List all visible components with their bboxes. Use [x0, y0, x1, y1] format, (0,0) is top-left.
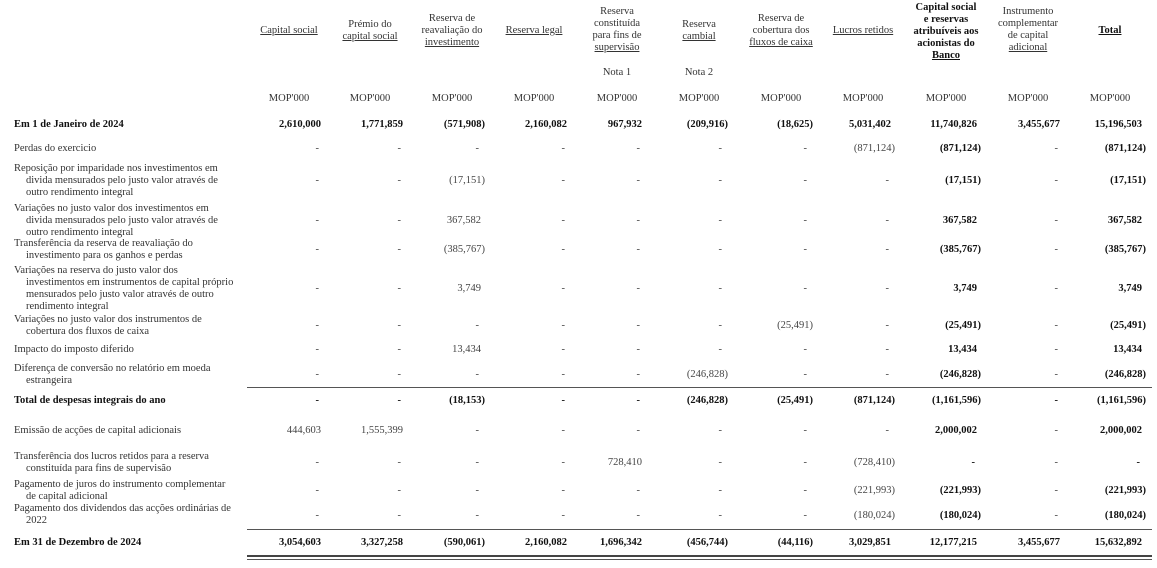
table-cell: - [885, 425, 889, 436]
table-cell: (17,151) [449, 175, 485, 186]
table-cell: (246,828) [686, 395, 728, 406]
row-label-line: estrangeira [26, 375, 73, 386]
table-cell: - [475, 485, 479, 496]
table-cell: (18,625) [777, 119, 813, 130]
table-cell: - [397, 369, 401, 380]
column-unit: MOP'000 [431, 93, 473, 104]
column-header-line: Banco [931, 50, 960, 61]
table-cell: - [315, 369, 319, 380]
table-cell: - [397, 510, 401, 521]
row-label-line: divida mensurados pelo justo valor através de [26, 175, 218, 186]
table-cell: - [885, 244, 889, 255]
column-header-line: Reserva [600, 6, 634, 17]
table-cell: - [803, 425, 807, 436]
table-cell: - [803, 244, 807, 255]
table-cell: - [1054, 244, 1058, 255]
row-label [14, 363, 254, 387]
row-label-line: investimentos em instrumentos de capital próprio [26, 277, 234, 288]
column-header-line: constituída [593, 18, 641, 29]
table-cell: (18,153) [449, 395, 485, 406]
row-label-line: divida mensurados pelo justo valor através de [26, 215, 218, 226]
row-label-line: Variações no justo valor dos investimentos em [14, 203, 209, 214]
table-cell: 15,632,892 [1094, 537, 1142, 548]
table-cell: 3,327,258 [361, 537, 403, 548]
column-header-line: Capital social [260, 25, 318, 36]
row-label-line: cobertura dos fluxos de caixa [26, 326, 150, 337]
total-double-rule-1 [247, 555, 1152, 557]
table-cell: 13,434 [1113, 344, 1142, 355]
row-label [14, 143, 254, 155]
row-label-line: 2022 [26, 515, 47, 526]
subtotal-rule [247, 387, 1152, 388]
table-cell: - [315, 320, 319, 331]
table-cell: 3,455,677 [1018, 537, 1060, 548]
table-cell: (385,767) [939, 244, 981, 255]
table-cell: (221,993) [939, 485, 981, 496]
table-cell: - [885, 320, 889, 331]
table-cell: - [636, 510, 640, 521]
column-header-line: Reserva [682, 19, 716, 30]
column-unit: MOP'000 [678, 93, 720, 104]
table-cell: - [1054, 283, 1058, 294]
table-cell: - [636, 175, 640, 186]
table-cell: - [718, 283, 722, 294]
column-header-line: capital social [342, 31, 398, 42]
table-cell: - [1054, 485, 1058, 496]
table-cell: (180,024) [853, 510, 895, 521]
table-cell: (385,767) [443, 244, 485, 255]
column-unit: MOP'000 [596, 93, 638, 104]
table-cell: (385,767) [1104, 244, 1146, 255]
table-cell: - [803, 344, 807, 355]
table-cell: (871,124) [1104, 143, 1146, 154]
row-label-line: Total de despesas integrais do ano [14, 395, 166, 406]
table-cell: 1,771,859 [361, 119, 403, 130]
table-cell: 967,932 [607, 119, 642, 130]
table-cell: - [718, 320, 722, 331]
row-label [14, 344, 254, 356]
table-cell: - [397, 457, 401, 468]
table-cell: 1,696,342 [600, 537, 642, 548]
table-cell: 13,434 [452, 344, 481, 355]
table-cell: (246,828) [1104, 369, 1146, 380]
column-header-c11 [1062, 25, 1157, 37]
table-cell: - [475, 143, 479, 154]
column-header-line: Prémio do [348, 19, 392, 30]
table-cell: - [561, 143, 565, 154]
table-cell: - [636, 485, 640, 496]
table-cell: - [561, 320, 565, 331]
column-header-line: supervisão [594, 42, 640, 53]
row-label [14, 119, 254, 131]
table-cell: - [1054, 344, 1058, 355]
row-label-line: outro rendimento integral [26, 187, 134, 198]
column-header-line: para fins de [592, 30, 642, 41]
row-label-line: Transferência da reserva de reavaliação do [14, 238, 193, 249]
table-cell: - [315, 395, 319, 406]
column-header-line: e reservas [923, 14, 969, 25]
column-note: Nota 1 [602, 67, 632, 78]
table-cell: - [397, 244, 401, 255]
table-cell: - [885, 215, 889, 226]
row-label-line: investimento para os ganhos e perdas [26, 250, 183, 261]
table-cell: - [315, 215, 319, 226]
table-cell: - [718, 485, 722, 496]
table-cell: 444,603 [286, 425, 321, 436]
row-label-line: Diferença de conversão no relatório em moeda [14, 363, 211, 374]
row-label-line: Emissão de acções de capital adicionais [14, 425, 182, 436]
table-cell: - [718, 344, 722, 355]
table-cell: - [636, 244, 640, 255]
table-cell: 11,740,826 [930, 119, 977, 130]
column-header-line: Total [1098, 25, 1122, 36]
table-cell: - [1054, 369, 1058, 380]
row-label [14, 203, 254, 239]
table-cell: - [885, 344, 889, 355]
table-cell: - [885, 283, 889, 294]
table-cell: (25,491) [777, 395, 813, 406]
row-label-line: mensurados pelo justo valor através de outro [26, 289, 214, 300]
table-cell: 3,029,851 [849, 537, 891, 548]
table-cell: - [561, 510, 565, 521]
table-cell: 3,749 [953, 283, 977, 294]
table-cell: 1,555,399 [361, 425, 403, 436]
row-label [14, 265, 254, 313]
table-cell: - [561, 425, 565, 436]
table-cell: - [315, 457, 319, 468]
table-cell: - [803, 457, 807, 468]
table-cell: (590,061) [443, 537, 485, 548]
table-cell: (221,993) [1104, 485, 1146, 496]
table-cell: - [636, 283, 640, 294]
column-header-line: atribuíveis aos [913, 26, 979, 37]
row-label-line: constituída para fins de supervisão [26, 463, 172, 474]
table-cell: (180,024) [1104, 510, 1146, 521]
table-cell: - [636, 425, 640, 436]
column-note: Nota 2 [684, 67, 714, 78]
table-cell: (456,744) [686, 537, 728, 548]
table-cell: (180,024) [939, 510, 981, 521]
column-header-line: Instrumento [1002, 6, 1054, 17]
table-cell: 13,434 [948, 344, 977, 355]
table-cell: - [1054, 143, 1058, 154]
table-cell: - [475, 457, 479, 468]
column-unit: MOP'000 [842, 93, 884, 104]
table-cell: 367,582 [446, 215, 481, 226]
table-cell: 2,000,002 [935, 425, 977, 436]
column-header-line: investimento [424, 37, 480, 48]
row-label-line: Variações no justo valor dos instrumentos de [14, 314, 202, 325]
table-cell: 5,031,402 [849, 119, 891, 130]
table-cell: (571,908) [443, 119, 485, 130]
table-cell: (871,124) [939, 143, 981, 154]
table-cell: - [718, 457, 722, 468]
table-cell: - [1136, 457, 1140, 468]
column-header-line: de capital [1007, 30, 1049, 41]
table-cell: 367,582 [942, 215, 977, 226]
column-header-line: cobertura dos [752, 25, 810, 36]
table-cell: - [475, 510, 479, 521]
row-label [14, 395, 254, 407]
table-cell: - [718, 175, 722, 186]
table-cell: (25,491) [1110, 320, 1146, 331]
table-cell: (25,491) [945, 320, 981, 331]
table-cell: 2,610,000 [279, 119, 321, 130]
table-cell: - [803, 283, 807, 294]
column-unit: MOP'000 [268, 93, 310, 104]
table-cell: - [561, 369, 565, 380]
table-cell: - [397, 320, 401, 331]
column-unit: MOP'000 [1007, 93, 1049, 104]
column-header-line: Capital social [915, 2, 977, 13]
table-cell: 3,749 [457, 283, 481, 294]
table-cell: 2,000,002 [1100, 425, 1142, 436]
table-cell: (44,116) [777, 537, 813, 548]
column-header-line: acionistas do [917, 38, 975, 49]
column-unit: MOP'000 [1089, 93, 1131, 104]
table-cell: - [718, 215, 722, 226]
table-cell: - [475, 425, 479, 436]
row-label-line: Pagamento dos dividendos das acções ordinárias de [14, 503, 231, 514]
table-cell: - [636, 395, 640, 406]
column-unit: MOP'000 [349, 93, 391, 104]
table-cell: - [475, 320, 479, 331]
row-label-line: Transferência dos lucros retidos para a reserva [14, 451, 209, 462]
table-cell: (209,916) [686, 119, 728, 130]
table-cell: 3,455,677 [1018, 119, 1060, 130]
row-label-line: rendimento integral [26, 301, 109, 312]
row-label [14, 314, 254, 338]
column-unit: MOP'000 [925, 93, 967, 104]
table-cell: - [315, 344, 319, 355]
table-cell: - [1054, 395, 1058, 406]
table-cell: - [803, 143, 807, 154]
table-cell: - [718, 510, 722, 521]
table-cell: - [315, 510, 319, 521]
table-cell: - [718, 425, 722, 436]
table-cell: - [397, 175, 401, 186]
table-cell: - [475, 369, 479, 380]
table-cell: (1,161,596) [1097, 395, 1146, 406]
table-cell: - [315, 485, 319, 496]
table-cell: (728,410) [853, 457, 895, 468]
table-cell: - [636, 320, 640, 331]
table-cell: - [397, 143, 401, 154]
column-header-c4 [486, 25, 582, 37]
row-label [14, 163, 254, 199]
row-label [14, 451, 254, 475]
table-cell: - [561, 457, 565, 468]
table-cell: 2,160,082 [525, 537, 567, 548]
table-cell: - [1054, 425, 1058, 436]
table-cell: - [397, 395, 401, 406]
table-cell: - [803, 369, 807, 380]
table-cell: - [397, 215, 401, 226]
table-cell: - [885, 369, 889, 380]
table-cell: - [803, 485, 807, 496]
table-cell: - [561, 283, 565, 294]
row-label [14, 479, 254, 503]
table-cell: - [636, 369, 640, 380]
table-cell: - [971, 457, 975, 468]
table-cell: - [315, 283, 319, 294]
row-label-line: Impacto do imposto diferido [14, 344, 134, 355]
table-cell: - [397, 485, 401, 496]
table-cell: - [397, 283, 401, 294]
column-header-line: Reserva legal [505, 25, 563, 36]
row-label-line: Reposição por imparidade nos investimentos em [14, 163, 218, 174]
row-label-line: Pagamento de juros do instrumento complementar [14, 479, 226, 490]
column-unit: MOP'000 [513, 93, 555, 104]
column-header-line: reavaliação do [421, 25, 483, 36]
table-cell: - [1054, 457, 1058, 468]
table-cell: - [718, 244, 722, 255]
column-header-c8 [815, 25, 911, 37]
table-cell: - [1054, 510, 1058, 521]
table-cell: 3,054,603 [279, 537, 321, 548]
table-cell: (25,491) [777, 320, 813, 331]
table-cell: 15,196,503 [1094, 119, 1142, 130]
column-header-line: adicional [1008, 42, 1048, 53]
table-cell: (221,993) [853, 485, 895, 496]
table-cell: - [885, 175, 889, 186]
column-unit: MOP'000 [760, 93, 802, 104]
row-label-line: outro rendimento integral [26, 227, 134, 238]
row-label [14, 537, 254, 549]
table-cell: - [636, 143, 640, 154]
table-cell: - [803, 510, 807, 521]
column-header-line: Reserva de [428, 13, 476, 24]
table-cell: - [561, 485, 565, 496]
table-cell: (17,151) [1110, 175, 1146, 186]
table-cell: - [636, 344, 640, 355]
table-cell: - [315, 143, 319, 154]
table-cell: (871,124) [853, 395, 895, 406]
total-double-rule-2 [247, 559, 1152, 560]
table-cell: - [315, 244, 319, 255]
table-cell: - [1054, 175, 1058, 186]
row-label [14, 425, 254, 437]
table-cell: (17,151) [945, 175, 981, 186]
table-cell: - [561, 395, 565, 406]
table-cell: - [803, 215, 807, 226]
table-cell: - [561, 244, 565, 255]
row-label-line: de capital adicional [26, 491, 108, 502]
table-cell: 2,160,082 [525, 119, 567, 130]
column-header-line: Lucros retidos [832, 25, 894, 36]
row-label-line: Em 31 de Dezembro de 2024 [14, 537, 142, 548]
table-cell: - [636, 215, 640, 226]
table-cell: - [1054, 215, 1058, 226]
table-cell: 12,177,215 [929, 537, 977, 548]
row-label-line: Em 1 de Janeiro de 2024 [14, 119, 124, 130]
row-label [14, 238, 254, 262]
column-header-line: complementar [997, 18, 1059, 29]
table-cell: - [803, 175, 807, 186]
column-header-line: Reserva de [757, 13, 805, 24]
table-cell: - [315, 175, 319, 186]
table-cell: (1,161,596) [932, 395, 981, 406]
table-cell: (246,828) [939, 369, 981, 380]
row-label-line: Variações na reserva do justo valor dos [14, 265, 178, 276]
table-cell: 367,582 [1107, 215, 1142, 226]
table-cell: - [561, 344, 565, 355]
column-header-line: cambial [682, 31, 716, 42]
table-cell: 728,410 [607, 457, 642, 468]
total-rule-top [247, 529, 1152, 530]
column-header-line: fluxos de caixa [749, 37, 813, 48]
table-cell: (246,828) [686, 369, 728, 380]
table-cell: - [561, 215, 565, 226]
table-cell: - [397, 344, 401, 355]
table-cell: (871,124) [853, 143, 895, 154]
table-cell: - [718, 143, 722, 154]
row-label [14, 503, 254, 527]
table-cell: - [561, 175, 565, 186]
row-label-line: Perdas do exercicio [14, 143, 97, 154]
table-cell: - [1054, 320, 1058, 331]
table-cell: 3,749 [1118, 283, 1142, 294]
